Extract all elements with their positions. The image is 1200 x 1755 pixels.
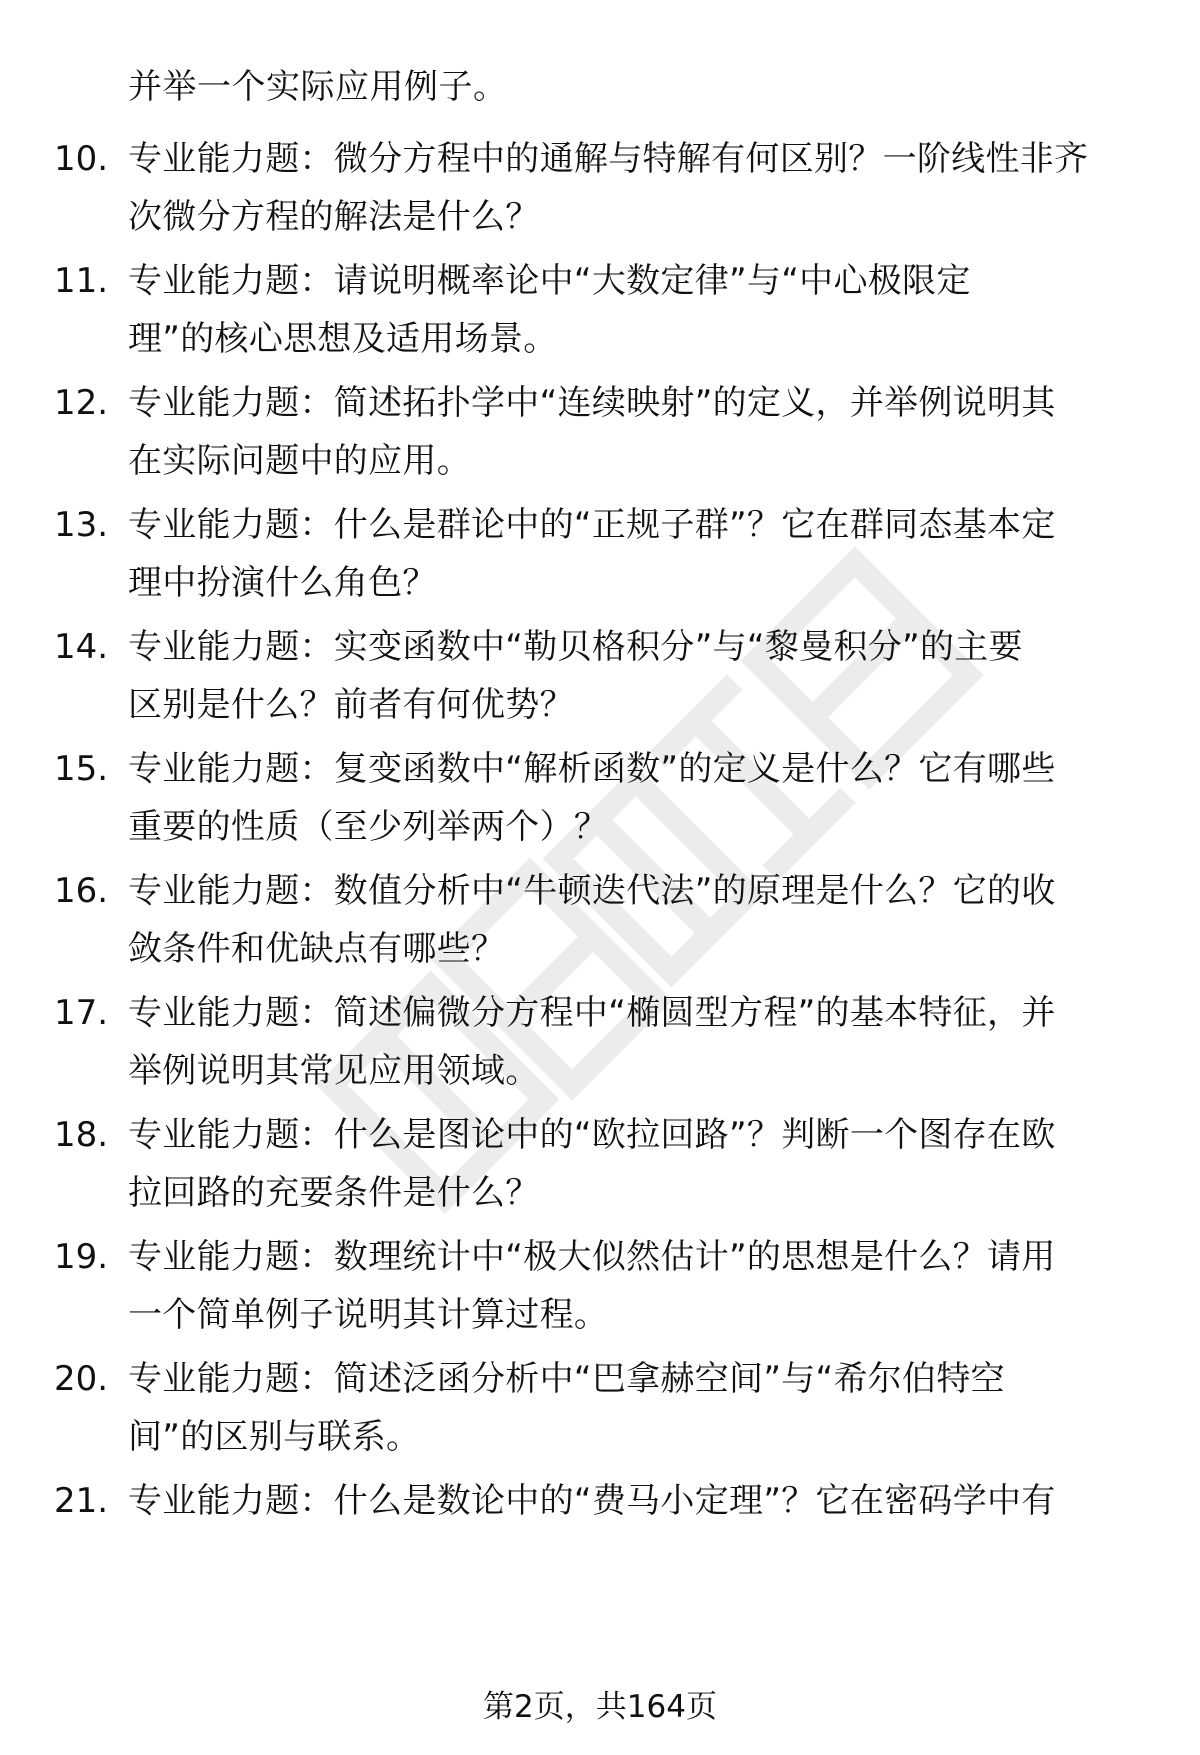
question-text [128,740,1138,856]
question-text [128,1228,1138,1344]
question-line: 间”的区别与联系。 [128,1417,421,1457]
question-line: 敛条件和优缺点有哪些？ [128,929,506,969]
question-line: 重要的性质（至少列举两个）？ [128,807,609,847]
question-line: 专业能力题：请说明概率论中“大数定律”与“中心极限定 [128,261,971,301]
question-number: 12. [54,383,109,423]
question-line: 专业能力题：简述拓扑学中“连续映射”的定义，并举例说明其 [128,383,1056,423]
question-line: 专业能力题：什么是数论中的“费马小定理”？它在密码学中有 [128,1481,1056,1521]
question-number: 19. [54,1237,109,1277]
question-line: 专业能力题：数值分析中“牛顿迭代法”的原理是什么？它的收 [128,871,1056,911]
question-line: 专业能力题：简述泛函分析中“巴拿赫空间”与“希尔伯特空 [128,1359,1005,1399]
question-line: 拉回路的充要条件是什么？ [128,1173,540,1213]
question-line: 专业能力题：实变函数中“勒贝格积分”与“黎曼积分”的主要 [128,627,1023,667]
question-line: 专业能力题：什么是图论中的“欧拉回路”？判断一个图存在欧 [128,1115,1056,1155]
question-number: 21. [54,1481,109,1521]
question-line: 区别是什么？前者有何优势？ [128,685,574,725]
question-line: 专业能力题：简述偏微分方程中“椭圆型方程”的基本特征，并 [128,993,1056,1033]
question-text [128,618,1138,734]
question-number: 11. [54,261,109,301]
question-text [128,252,1138,368]
question-text [128,374,1138,490]
question-number: 16. [54,871,109,911]
page-number: 第2页，共164页 [483,1689,717,1725]
question-line: 在实际问题中的应用。 [128,441,471,481]
question-number: 13. [54,505,109,545]
question-text [128,130,1138,246]
question-line: 专业能力题：微分方程中的通解与特解有何区别？一阶线性非齐 [128,139,1089,179]
question-line: 举例说明其常见应用领域。 [128,1051,540,1091]
continued-text: 并举一个实际应用例子。 [128,67,508,107]
question-line: 一个简单例子说明其计算过程。 [128,1295,609,1335]
question-text [128,984,1138,1100]
question-line: 专业能力题：什么是群论中的“正规子群”？它在群同态基本定 [128,505,1056,545]
question-line: 理中扮演什么角色？ [128,563,437,603]
question-line: 专业能力题：数理统计中“极大似然估计”的思想是什么？请用 [128,1237,1056,1277]
question-number: 17. [54,993,109,1033]
question-text [128,1350,1138,1466]
question-line: 专业能力题：复变函数中“解析函数”的定义是什么？它有哪些 [128,749,1056,789]
question-text [128,1106,1138,1222]
question-number: 18. [54,1115,109,1155]
question-text [128,862,1138,978]
question-number: 20. [54,1359,109,1399]
question-text [128,1472,1138,1530]
question-number: 15. [54,749,109,789]
question-number: 14. [54,627,109,667]
question-line: 次微分方程的解法是什么？ [128,197,540,237]
question-number: 10. [54,139,109,179]
question-line: 理”的核心思想及适用场景。 [128,319,558,359]
question-text [128,496,1138,612]
